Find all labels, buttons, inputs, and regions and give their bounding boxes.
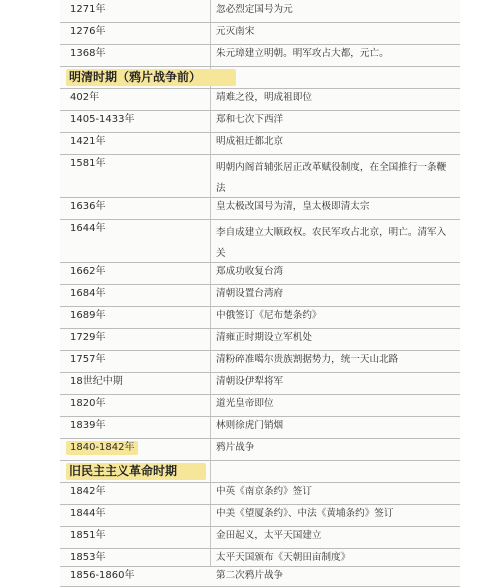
timeline-row [60, 438, 460, 461]
event-cell: 太平天国颁布《天朝田亩制度》 [216, 552, 351, 563]
timeline-row [60, 548, 460, 567]
year-cell: 1856-1860年 [70, 570, 135, 581]
year-cell: 1581年 [70, 158, 106, 169]
event-cell: 郑成功收复台湾 [216, 266, 284, 277]
timeline-row [60, 350, 460, 373]
timeline-row [60, 306, 460, 329]
event-cell: 忽必烈定国号为元 [216, 4, 293, 15]
section-title: 旧民主主义革命时期 [69, 464, 178, 478]
timeline-row [60, 44, 460, 67]
event-cell: 林则徐虎门销烟 [216, 420, 284, 431]
timeline-row [60, 416, 460, 439]
year-cell: 1684年 [70, 288, 106, 299]
year-cell: 1820年 [70, 398, 106, 409]
event-cell: 明成祖迁都北京 [216, 136, 284, 147]
event-cell: 靖难之役，明成祖即位 [216, 92, 312, 103]
event-cell: 清雍正时期设立军机处 [216, 332, 312, 343]
timeline-row [60, 197, 460, 220]
timeline-row [60, 284, 460, 307]
year-cell: 1844年 [70, 508, 106, 519]
event-cell: 清粉碎准噶尔贵族割据势力，统一天山北路 [216, 354, 399, 365]
timeline-row [60, 22, 460, 45]
timeline-row [60, 219, 460, 263]
year-cell: 18世纪中期 [70, 376, 123, 387]
event-cell: 清朝设伊犁将军 [216, 376, 284, 387]
section-title: 明清时期（鸦片战争前） [69, 70, 202, 84]
year-cell: 1644年 [70, 223, 106, 234]
timeline-row [60, 154, 460, 198]
section-header [60, 460, 460, 483]
year-cell: 1840-1842年 [70, 442, 135, 453]
event-cell: 道光皇帝即位 [216, 398, 274, 409]
year-cell: 1662年 [70, 266, 106, 277]
event-cell: 郑和七次下西洋 [216, 114, 284, 125]
timeline-row [60, 566, 460, 587]
year-cell: 1853年 [70, 552, 106, 563]
year-cell: 1636年 [70, 201, 106, 212]
timeline-row [60, 0, 460, 23]
year-cell: 1842年 [70, 486, 106, 497]
event-cell: 中俄签订《尼布楚条约》 [216, 310, 322, 321]
event-cell: 朱元璋建立明朝。明军攻占大都，元亡。 [216, 48, 389, 59]
event-cell: 皇太极改国号为清，皇太极即清太宗 [216, 201, 370, 212]
event-cell: 中美《望厦条约》、中法《黄埔条约》签订 [216, 508, 394, 519]
year-cell: 1276年 [70, 26, 106, 37]
timeline-sheet [60, 0, 460, 586]
timeline-row [60, 482, 460, 505]
year-cell: 402年 [70, 92, 100, 103]
timeline-row [60, 110, 460, 133]
event-cell: 第二次鸦片战争 [216, 570, 284, 581]
year-cell: 1405-1433年 [70, 114, 135, 125]
year-cell: 1839年 [70, 420, 106, 431]
timeline-row [60, 328, 460, 351]
section-header [60, 66, 460, 89]
event-cell: 明朝内阁首辅张居正改革赋役制度，在全国推行一条鞭法 [216, 162, 447, 194]
timeline-row [60, 372, 460, 395]
timeline-row [60, 88, 460, 111]
event-cell: 中英《南京条约》签订 [216, 486, 312, 497]
timeline-row [60, 394, 460, 417]
timeline-row [60, 132, 460, 155]
event-cell: 李自成建立大顺政权。农民军攻占北京，明亡。清军入关 [216, 227, 447, 259]
year-cell: 1271年 [70, 4, 106, 15]
event-cell: 鸦片战争 [216, 442, 255, 453]
year-cell: 1729年 [70, 332, 106, 343]
event-cell: 清朝设置台湾府 [216, 288, 284, 299]
timeline-row [60, 526, 460, 549]
year-cell: 1757年 [70, 354, 106, 365]
event-cell: 金田起义，太平天国建立 [216, 530, 322, 541]
timeline-row [60, 504, 460, 527]
year-cell: 1421年 [70, 136, 106, 147]
event-cell: 元灭南宋 [216, 26, 255, 37]
year-cell: 1368年 [70, 48, 106, 59]
year-cell: 1851年 [70, 530, 106, 541]
timeline-row [60, 262, 460, 285]
year-cell: 1689年 [70, 310, 106, 321]
